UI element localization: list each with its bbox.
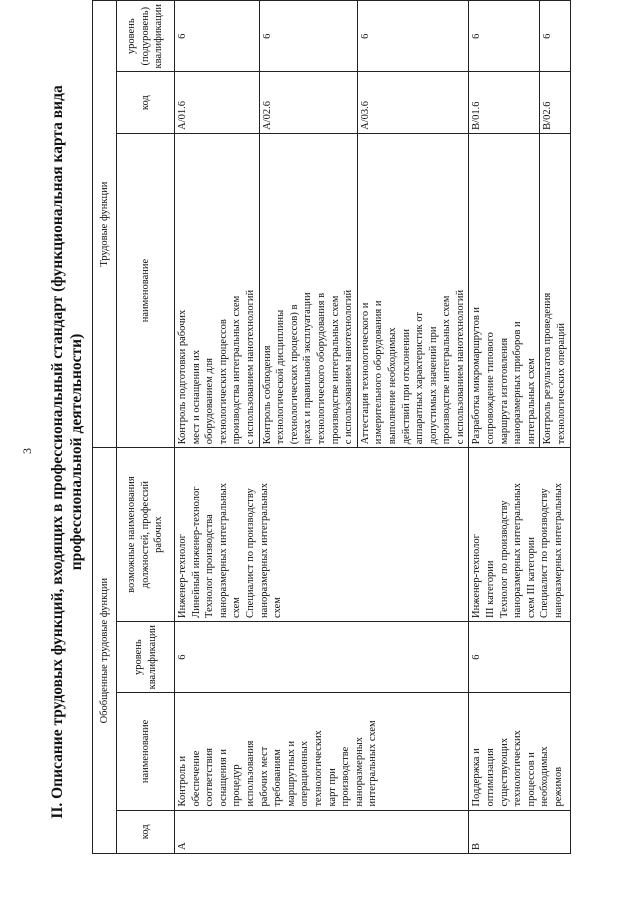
group-b-positions: Инженер-технолог III категории Технолог по производству наноразмерных интегральных схем III категории Специалист по производству наноразмерных интегральных (469, 448, 570, 622)
col-positions-header: возможные наименования должностей, профессий рабочих (117, 448, 175, 622)
function-b01-code: B/01.6 (469, 72, 540, 133)
functional-map-table (92, 0, 571, 854)
function-a03-code: A/03.6 (357, 72, 469, 133)
group-a-code: A (175, 810, 469, 853)
group-a-name: Контроль и обеспечение соответствия оснащения и процедур использования рабочих мест требованиям маршрутных и операционных технологических карт при производстве наноразмерных интегральных схем (175, 693, 469, 810)
title-line-1: II. Описание трудовых функций, входящих в профессиональный стандарт (функциональная карта вида (49, 85, 66, 819)
col-level-header: уровень квалификации (117, 621, 175, 692)
function-a01-level: 6 (175, 1, 260, 72)
group-a-positions: Инженер-технолог Линейный инженер-технолог Технолог производства наноразмерных интегральных схем Специалист по производству наноразмерных интегральных схем (175, 448, 469, 622)
function-a01-name: Контроль подготовки рабочих мест и оснащения их оборудованием для технологических процессов производства интегральных схем с использованием нанотехнологий (175, 133, 260, 447)
page-number: 3 (20, 448, 34, 454)
function-b02-name: Контроль результатов проведения технологических операций (540, 133, 570, 447)
col-function-name-header: наименование (117, 133, 175, 447)
group-b-level: 6 (469, 621, 570, 692)
section-title (48, 20, 86, 884)
function-b01-name: Разработка микромаршрутов и сопровождение типового маршрута изготовления наноразмерных приборов и интегральных схем (469, 133, 540, 447)
col-code-header: код (117, 810, 175, 853)
function-a01-code: A/01.6 (175, 72, 260, 133)
function-a02-name: Контроль соблюдения технологической дисциплины (технологических процессов) в цехах и правильной эксплуатации технологического оборудования в производстве интегральных схем с использованием нанотехнологий (259, 133, 357, 447)
generalized-functions-header: Обобщенные трудовые функции (93, 448, 117, 854)
function-b02-level: 6 (540, 1, 570, 72)
title-line-2: профессиональной деятельности) (68, 333, 85, 571)
function-a03-level: 6 (357, 1, 469, 72)
function-b01-level: 6 (469, 1, 540, 72)
col-function-level-header: уровень (подуровень) квалификации (117, 1, 175, 72)
labor-functions-header: Трудовые функции (93, 1, 117, 448)
group-b-name: Поддержка и оптимизация существующих технологических процессов и необходимых режимов (469, 693, 570, 810)
group-a-level: 6 (175, 621, 469, 692)
function-a02-level: 6 (259, 1, 357, 72)
function-b02-code: B/02.6 (540, 72, 570, 133)
group-b-code: B (469, 810, 570, 853)
function-a03-name: Аттестация технологического и измерительного оборудования и выполнение необходимых действий при отклонении аппаратных характеристик от допустимых значений при производстве интегральных схем с использованием нанотехнологий (357, 133, 469, 447)
table-row-a1 (175, 1, 260, 854)
col-function-code-header: код (117, 72, 175, 133)
col-name-header: наименование (117, 693, 175, 810)
table-row-b1 (469, 1, 540, 854)
function-a02-code: A/02.6 (259, 72, 357, 133)
